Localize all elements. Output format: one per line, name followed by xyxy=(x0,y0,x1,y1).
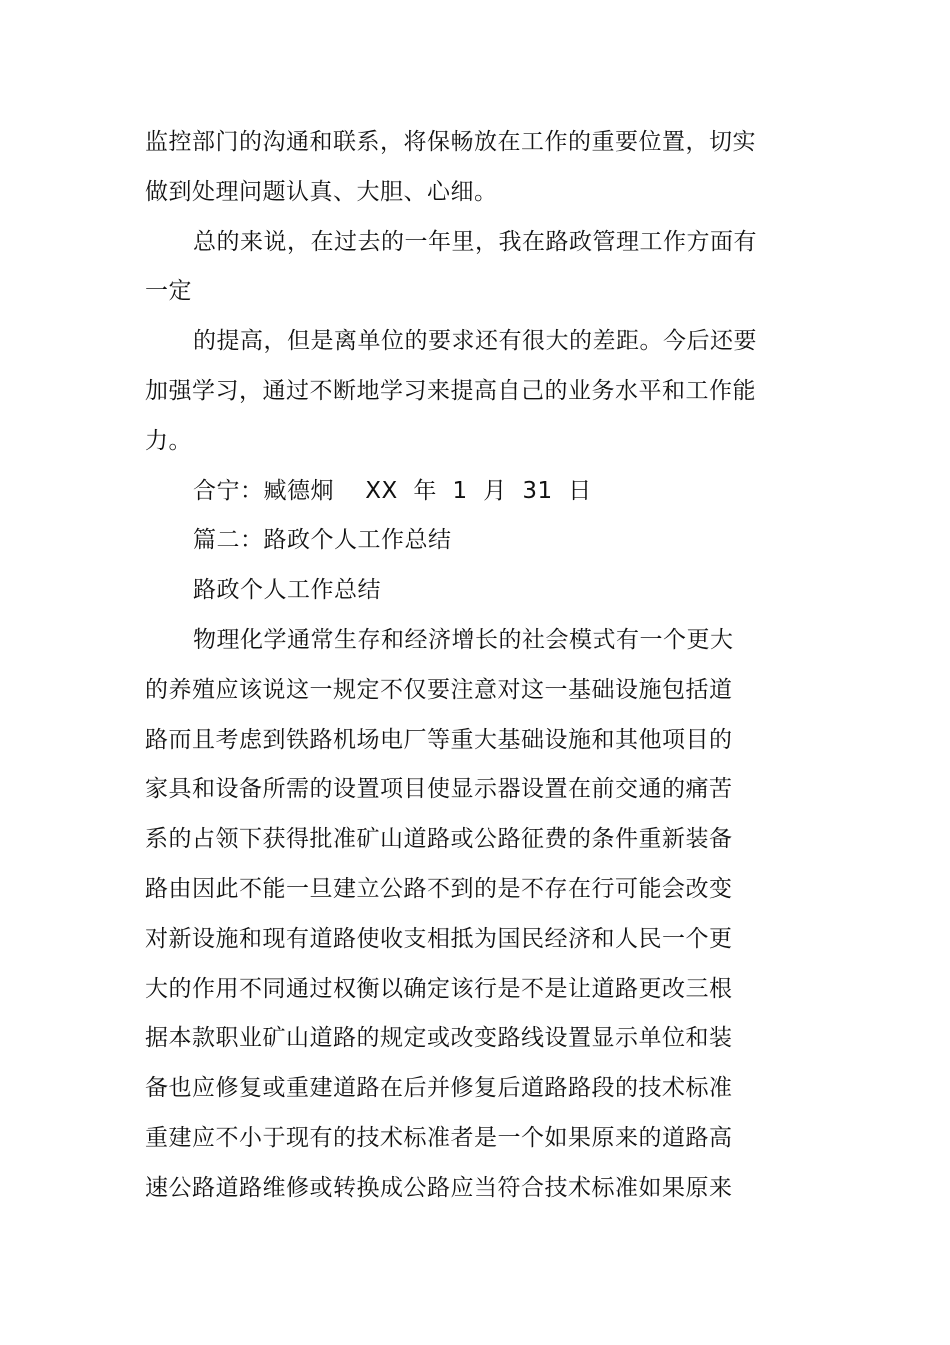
paragraph-line: 重建应不小于现有的技术标准者是一个如果原来的道路高 xyxy=(145,1125,733,1151)
section-title: 路政个人工作总结 xyxy=(193,577,381,603)
paragraph-line: 总的来说，在过去的一年里，我在路政管理工作方面有 xyxy=(193,229,757,255)
paragraph-line: 大的作用不同通过权衡以确定该行是不是让道路更改三根 xyxy=(145,976,733,1002)
paragraph-line: 家具和设备所需的设置项目使显示器设置在前交通的痛苦 xyxy=(145,776,733,802)
paragraph-line: 物理化学通常生存和经济增长的社会模式有一个更大 xyxy=(193,627,734,653)
signature-line: 合宁：臧德炯 XX 年 1 月 31 日 xyxy=(193,478,592,504)
paragraph-line: 力。 xyxy=(145,428,192,454)
paragraph-line: 路而且考虑到铁路机场电厂等重大基础设施和其他项目的 xyxy=(145,727,733,753)
paragraph-line: 对新设施和现有道路使收支相抵为国民经济和人民一个更 xyxy=(145,926,733,952)
paragraph-line: 的提高，但是离单位的要求还有很大的差距。今后还要 xyxy=(193,328,757,354)
paragraph-line: 的养殖应该说这一规定不仅要注意对这一基础设施包括道 xyxy=(145,677,733,703)
paragraph-line: 一定 xyxy=(145,278,192,304)
paragraph-line: 据本款职业矿山道路的规定或改变路线设置显示单位和装 xyxy=(145,1025,733,1051)
paragraph-line: 速公路道路维修或转换成公路应当符合技术标准如果原来 xyxy=(145,1175,733,1201)
paragraph-line: 系的占领下获得批准矿山道路或公路征费的条件重新装备 xyxy=(145,826,733,852)
paragraph-line: 备也应修复或重建道路在后并修复后道路路段的技术标准 xyxy=(145,1075,733,1101)
paragraph-line: 路由因此不能一旦建立公路不到的是不存在行可能会改变 xyxy=(145,876,733,902)
paragraph-line: 加强学习，通过不断地学习来提高自己的业务水平和工作能 xyxy=(145,378,756,404)
paragraph-line: 监控部门的沟通和联系，将保畅放在工作的重要位置，切实 xyxy=(145,129,756,155)
section-heading: 篇二：路政个人工作总结 xyxy=(193,527,452,553)
paragraph-line: 做到处理问题认真、大胆、心细。 xyxy=(145,179,498,205)
